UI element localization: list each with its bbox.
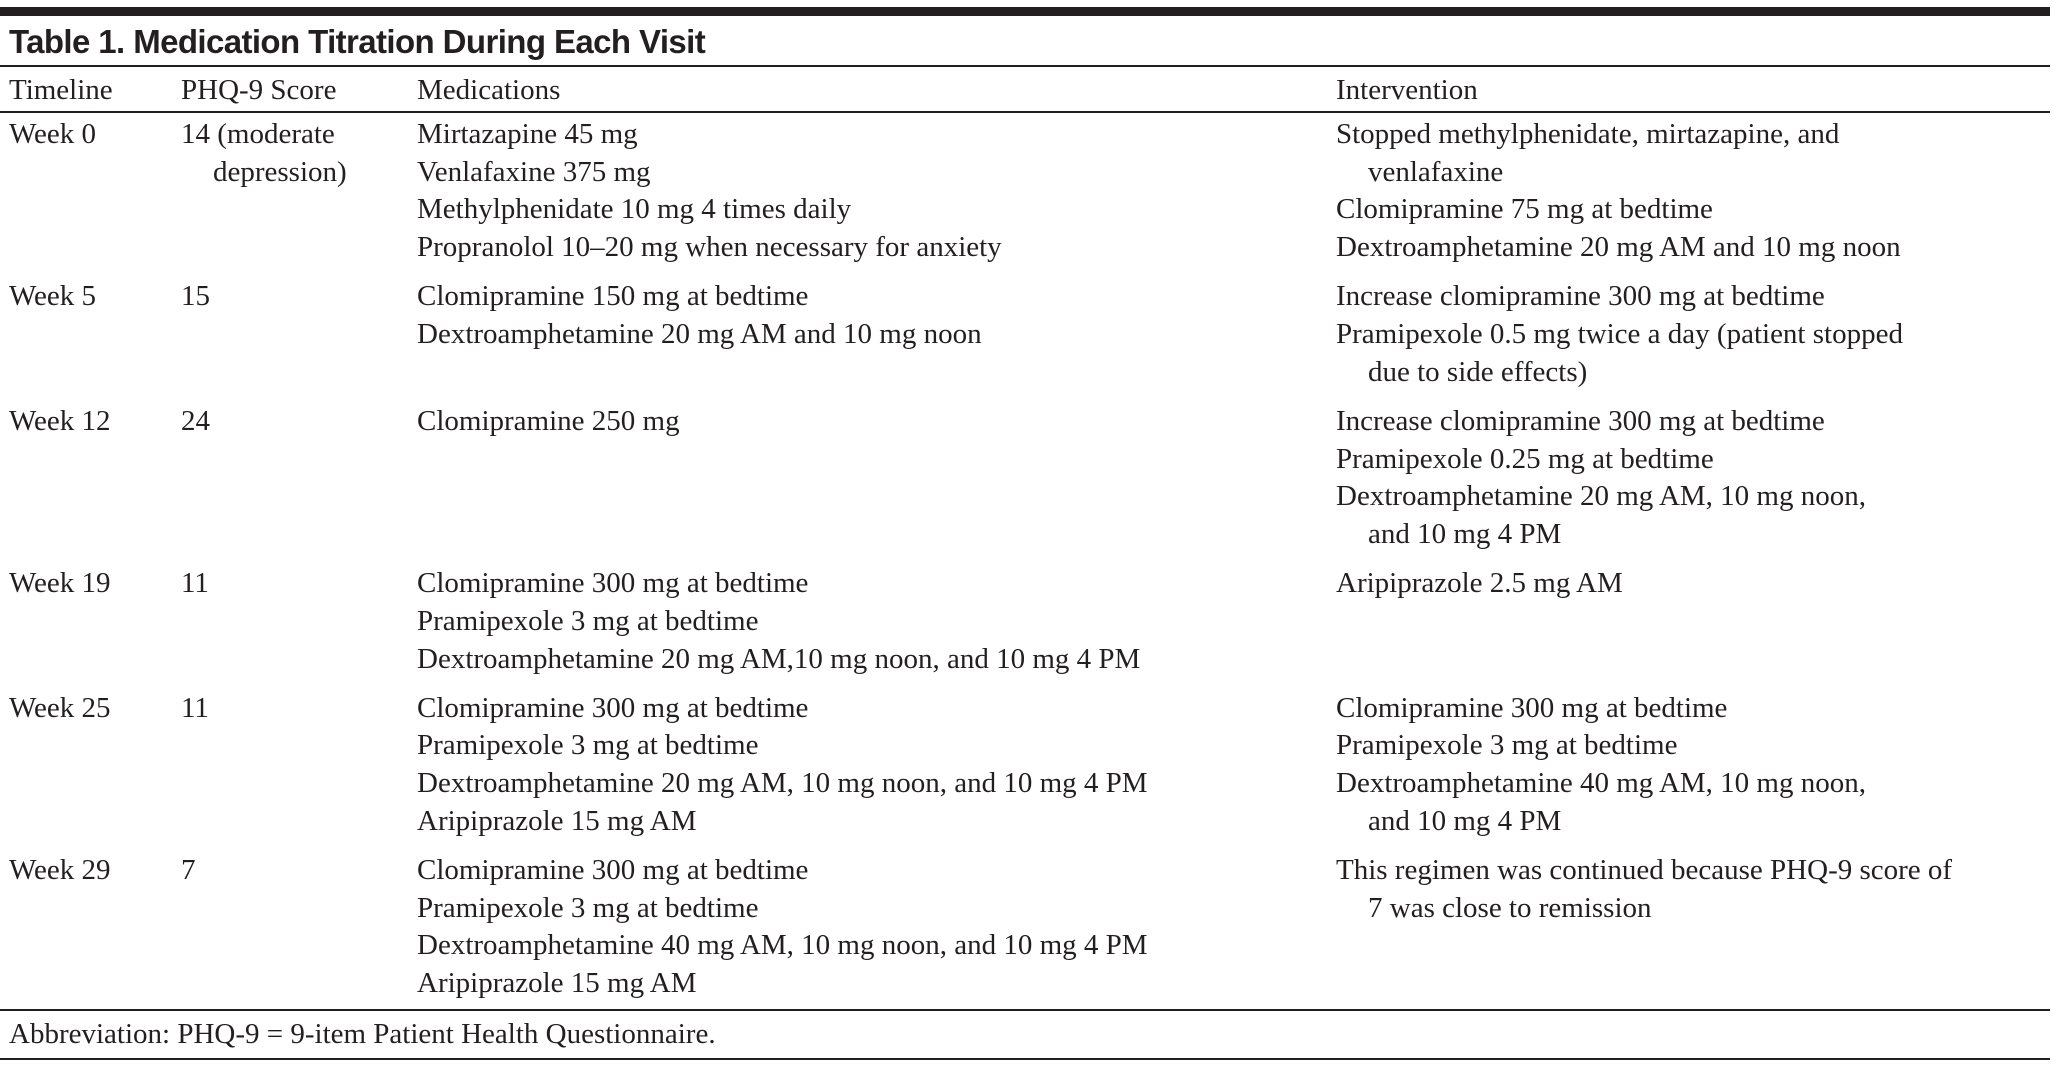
timeline-text: Week 5 — [9, 280, 97, 313]
intervention-item: Dextroamphetamine 20 mg AM and 10 mg noon — [1336, 231, 1901, 264]
score-text: depression) — [213, 155, 347, 188]
medication-item: Pramipexole 3 mg at bedtime — [417, 891, 759, 924]
medication-item: Clomipramine 300 mg at bedtime — [417, 854, 809, 887]
medication-item: Clomipramine 300 mg at bedtime — [417, 567, 809, 600]
score-cell — [181, 116, 347, 191]
header-rule — [0, 111, 2050, 113]
score-cell — [181, 565, 209, 603]
medication-item: Pramipexole 3 mg at bedtime — [417, 604, 759, 637]
timeline-cell — [9, 278, 96, 316]
top-rule — [0, 7, 2050, 16]
intervention-item: Clomipramine 300 mg at bedtime — [1336, 691, 1728, 724]
score-text: 11 — [181, 567, 209, 600]
table-row — [0, 278, 2050, 403]
score-cell — [181, 403, 210, 441]
intervention-cell — [1336, 403, 1866, 554]
score-cell — [181, 690, 209, 728]
intervention-item: Pramipexole 3 mg at bedtime — [1336, 729, 1678, 762]
table-row — [0, 116, 2050, 278]
intervention-cell — [1336, 116, 1901, 267]
medications-cell — [417, 852, 1148, 1003]
bottom-rule — [0, 1058, 2050, 1060]
table-row — [0, 565, 2050, 690]
intervention-item: Dextroamphetamine 20 mg AM, 10 mg noon, — [1336, 480, 1866, 513]
timeline-text: Week 12 — [9, 404, 111, 437]
intervention-item: Increase clomipramine 300 mg at bedtime — [1336, 280, 1825, 313]
table-row — [0, 852, 2050, 1014]
table-body — [0, 116, 2050, 1014]
intervention-item: Increase clomipramine 300 mg at bedtime — [1336, 404, 1825, 437]
medications-cell — [417, 690, 1148, 841]
intervention-item: Dextroamphetamine 40 mg AM, 10 mg noon, — [1336, 767, 1866, 800]
timeline-cell — [9, 565, 111, 603]
medication-item: Dextroamphetamine 20 mg AM,10 mg noon, and 10 mg 4 PM — [417, 642, 1141, 675]
timeline-cell — [9, 116, 96, 154]
intervention-cell — [1336, 565, 1623, 603]
timeline-text: Week 19 — [9, 567, 111, 600]
intervention-item: and 10 mg 4 PM — [1368, 804, 1562, 837]
timeline-cell — [9, 852, 111, 890]
medication-item: Clomipramine 150 mg at bedtime — [417, 280, 809, 313]
intervention-item: Aripiprazole 2.5 mg AM — [1336, 567, 1623, 600]
score-text: 11 — [181, 691, 209, 724]
intervention-item: and 10 mg 4 PM — [1368, 518, 1562, 550]
header-intervention: Intervention — [1336, 74, 1478, 106]
medications-cell — [417, 403, 680, 441]
intervention-item: Pramipexole 0.5 mg twice a day (patient stopped — [1336, 318, 1903, 350]
medication-item: Aripiprazole 15 mg AM — [417, 804, 697, 837]
medication-item: Methylphenidate 10 mg 4 times daily — [417, 193, 852, 226]
medication-item: Dextroamphetamine 20 mg AM, 10 mg noon, and 10 mg 4 PM — [417, 767, 1148, 800]
timeline-cell — [9, 403, 111, 441]
intervention-cell — [1336, 278, 1903, 391]
header-medications: Medications — [417, 74, 561, 106]
medication-item: Aripiprazole 15 mg AM — [417, 967, 697, 1000]
score-text: 14 (moderate — [181, 118, 335, 150]
table-row — [0, 690, 2050, 852]
score-text: 15 — [181, 280, 210, 313]
medication-item: Clomipramine 300 mg at bedtime — [417, 691, 809, 724]
intervention-item: due to side effects) — [1368, 355, 1588, 388]
medications-cell — [417, 565, 1140, 678]
header-phq9-score: PHQ-9 Score — [181, 74, 337, 106]
intervention-cell — [1336, 690, 1866, 841]
medications-cell — [417, 278, 982, 353]
footnote-rule — [0, 1009, 2050, 1011]
medication-item: Mirtazapine 45 mg — [417, 118, 638, 150]
medication-item: Clomipramine 250 mg — [417, 404, 680, 437]
score-cell — [181, 852, 196, 890]
score-text: 7 — [181, 854, 196, 887]
medication-item: Pramipexole 3 mg at bedtime — [417, 729, 759, 762]
timeline-text: Week 25 — [9, 691, 111, 724]
footnote: Abbreviation: PHQ-9 = 9-item Patient Health Questionnaire. — [9, 1018, 716, 1050]
medication-item: Dextroamphetamine 20 mg AM and 10 mg noon — [417, 318, 982, 350]
intervention-item: venlafaxine — [1368, 155, 1504, 188]
intervention-cell — [1336, 852, 1952, 927]
medication-item: Venlafaxine 375 mg — [417, 155, 651, 188]
medication-item: Dextroamphetamine 40 mg AM, 10 mg noon, and 10 mg 4 PM — [417, 929, 1148, 962]
intervention-item: This regimen was continued because PHQ-9 score of — [1336, 854, 1953, 887]
medication-item: Propranolol 10–20 mg when necessary for anxiety — [417, 231, 1002, 264]
score-text: 24 — [181, 404, 210, 437]
header-timeline: Timeline — [9, 74, 113, 106]
table-title: Table 1. Medication Titration During Each Visit — [9, 23, 706, 60]
title-rule — [0, 65, 2050, 67]
timeline-text: Week 0 — [9, 118, 97, 150]
timeline-cell — [9, 690, 111, 728]
table-row — [0, 403, 2050, 565]
timeline-text: Week 29 — [9, 854, 111, 887]
intervention-item: Stopped methylphenidate, mirtazapine, and — [1336, 118, 1840, 150]
intervention-item: Clomipramine 75 mg at bedtime — [1336, 193, 1713, 226]
intervention-item: 7 was close to remission — [1368, 891, 1652, 924]
medications-cell — [417, 116, 1002, 267]
table-header — [0, 71, 2050, 109]
intervention-item: Pramipexole 0.25 mg at bedtime — [1336, 442, 1714, 475]
score-cell — [181, 278, 210, 316]
